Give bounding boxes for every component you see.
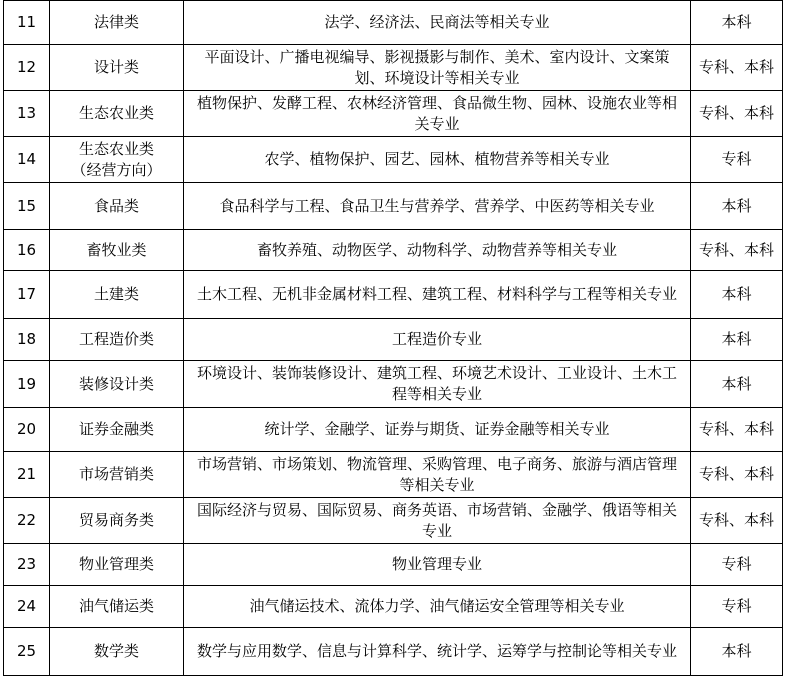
- row-majors: 国际经济与贸易、国际贸易、商务英语、市场营销、金融学、俄语等相关专业: [184, 498, 691, 544]
- row-level: 本科: [691, 628, 783, 676]
- table-row: [4, 361, 783, 408]
- table-row: [4, 271, 783, 319]
- table-row: [4, 586, 783, 628]
- row-level: 专科、本科: [691, 498, 783, 544]
- table-row: [4, 498, 783, 544]
- row-majors: 土木工程、无机非金属材料工程、建筑工程、材料科学与工程等相关专业: [184, 271, 691, 319]
- row-category: 贸易商务类: [50, 498, 184, 544]
- row-level: 专科: [691, 137, 783, 183]
- row-level: 本科: [691, 183, 783, 230]
- row-category: 物业管理类: [50, 544, 184, 586]
- row-category: 设计类: [50, 45, 184, 91]
- row-majors: 统计学、金融学、证券与期货、证券金融等相关专业: [184, 408, 691, 452]
- majors-table-body: [4, 1, 783, 676]
- table-row: [4, 91, 783, 137]
- table-row: [4, 1, 783, 45]
- row-category: 证券金融类: [50, 408, 184, 452]
- row-majors: 法学、经济法、民商法等相关专业: [184, 1, 691, 45]
- row-level: 专科: [691, 544, 783, 586]
- row-level: 专科、本科: [691, 91, 783, 137]
- row-majors: 油气储运技术、流体力学、油气储运安全管理等相关专业: [184, 586, 691, 628]
- row-level: 专科、本科: [691, 408, 783, 452]
- row-level: 本科: [691, 1, 783, 45]
- table-row: [4, 408, 783, 452]
- row-category: 数学类: [50, 628, 184, 676]
- row-category: 土建类: [50, 271, 184, 319]
- row-majors: 数学与应用数学、信息与计算科学、统计学、运筹学与控制论等相关专业: [184, 628, 691, 676]
- row-level: 专科: [691, 586, 783, 628]
- table-row: [4, 183, 783, 230]
- row-number: 25: [4, 628, 50, 676]
- row-number: 17: [4, 271, 50, 319]
- row-majors: 植物保护、发酵工程、农林经济管理、食品微生物、园林、设施农业等相关专业: [184, 91, 691, 137]
- row-level: 专科、本科: [691, 452, 783, 498]
- row-level: 专科、本科: [691, 230, 783, 271]
- row-number: 18: [4, 319, 50, 361]
- row-majors: 平面设计、广播电视编导、影视摄影与制作、美术、室内设计、文案策划、环境设计等相关专业: [184, 45, 691, 91]
- row-number: 16: [4, 230, 50, 271]
- row-level: 本科: [691, 319, 783, 361]
- table-row: [4, 137, 783, 183]
- row-majors: 物业管理专业: [184, 544, 691, 586]
- row-number: 15: [4, 183, 50, 230]
- row-number: 13: [4, 91, 50, 137]
- row-category: 装修设计类: [50, 361, 184, 408]
- row-majors: 食品科学与工程、食品卫生与营养学、营养学、中医药等相关专业: [184, 183, 691, 230]
- row-category: 法律类: [50, 1, 184, 45]
- row-category: 生态农业类: [50, 91, 184, 137]
- row-category: 食品类: [50, 183, 184, 230]
- row-level: 本科: [691, 271, 783, 319]
- majors-table: [3, 0, 783, 676]
- row-number: 22: [4, 498, 50, 544]
- row-majors: 市场营销、市场策划、物流管理、采购管理、电子商务、旅游与酒店管理等相关专业: [184, 452, 691, 498]
- row-number: 23: [4, 544, 50, 586]
- table-row: [4, 452, 783, 498]
- row-level: 本科: [691, 361, 783, 408]
- table-row: [4, 628, 783, 676]
- table-row: [4, 544, 783, 586]
- row-majors: 农学、植物保护、园艺、园林、植物营养等相关专业: [184, 137, 691, 183]
- row-category: 畜牧业类: [50, 230, 184, 271]
- row-number: 12: [4, 45, 50, 91]
- row-level: 专科、本科: [691, 45, 783, 91]
- row-majors: 工程造价专业: [184, 319, 691, 361]
- row-category: 工程造价类: [50, 319, 184, 361]
- table-row: [4, 45, 783, 91]
- row-category: 市场营销类: [50, 452, 184, 498]
- row-number: 11: [4, 1, 50, 45]
- table-row: [4, 230, 783, 271]
- table-row: [4, 319, 783, 361]
- row-number: 19: [4, 361, 50, 408]
- row-category: 生态农业类（经营方向）: [50, 137, 184, 183]
- row-majors: 畜牧养殖、动物医学、动物科学、动物营养等相关专业: [184, 230, 691, 271]
- row-majors: 环境设计、装饰装修设计、建筑工程、环境艺术设计、工业设计、土木工程等相关专业: [184, 361, 691, 408]
- row-category: 油气储运类: [50, 586, 184, 628]
- row-number: 21: [4, 452, 50, 498]
- row-number: 14: [4, 137, 50, 183]
- row-number: 20: [4, 408, 50, 452]
- row-number: 24: [4, 586, 50, 628]
